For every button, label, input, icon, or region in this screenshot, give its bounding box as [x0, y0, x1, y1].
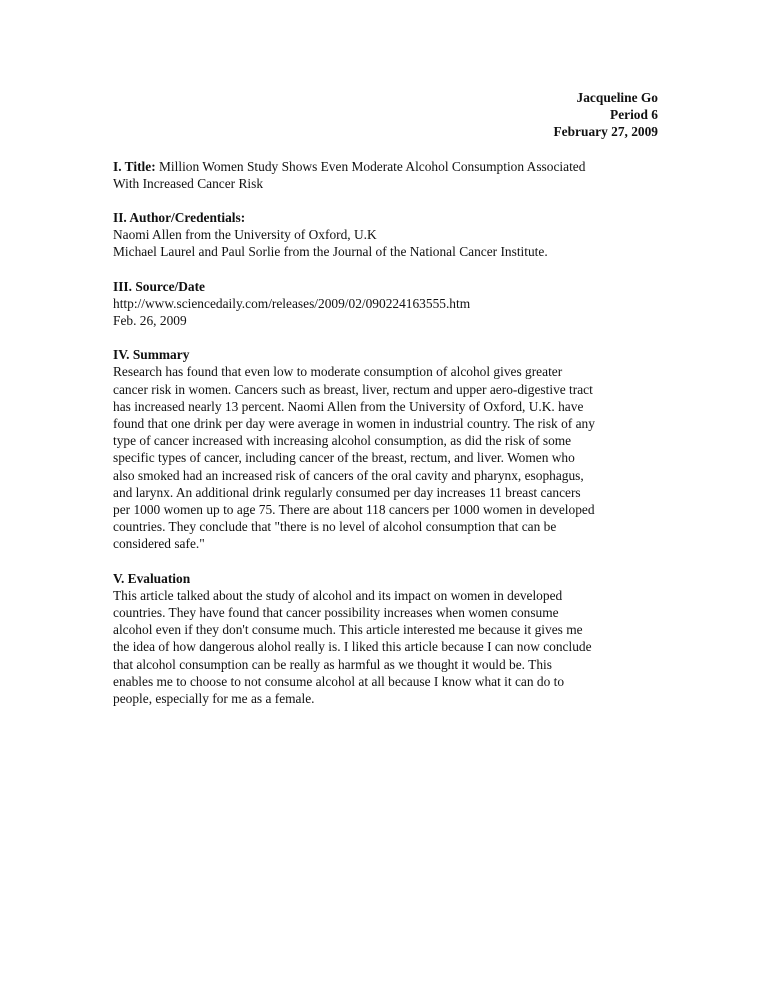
evaluation-section: [113, 570, 658, 708]
title-text-line: With Increased Cancer Risk: [113, 175, 264, 191]
source-url: http://www.sciencedaily.com/releases/2009/02/090224163555.htm: [113, 295, 471, 311]
source-heading: III. Source/Date: [113, 278, 205, 294]
summary-line: specific types of cancer, including cancer of the breast, rectum, and liver. Women who: [113, 450, 575, 466]
summary-line: also smoked had an increased risk of cancers of the oral cavity and pharynx, esophagus,: [113, 467, 584, 483]
source-section: [113, 278, 658, 330]
summary-line: Research has found that even low to moderate consumption of alcohol gives greater: [113, 364, 563, 380]
evaluation-line: alcohol even if they don't consume much. This article interested me because it gives me: [113, 622, 583, 638]
source-date: Feb. 26, 2009: [113, 313, 187, 329]
summary-heading: IV. Summary: [113, 347, 190, 363]
summary-line: cancer risk in women. Cancers such as breast, liver, rectum and upper aero-digestive tract: [113, 381, 593, 397]
student-name: Jacqueline Go: [576, 90, 658, 105]
title-text-line: Million Women Study Shows Even Moderate Alcohol Consumption Associated: [159, 158, 586, 174]
summary-line: has increased nearly 13 percent. Naomi Allen from the University of Oxford, U.K. have: [113, 398, 584, 414]
evaluation-line: enables me to choose to not consume alcohol at all because I know what it can do to: [113, 673, 565, 689]
evaluation-line: countries. They have found that cancer possibility increases when women consume: [113, 605, 559, 621]
header-block: [113, 89, 658, 141]
summary-line: type of cancer increased with increasing alcohol consumption, as did the risk of some: [113, 433, 572, 449]
evaluation-line: that alcohol consumption can be really as harmful as we thought it would be. This: [113, 656, 552, 672]
author-line: Naomi Allen from the University of Oxford, U.K: [113, 227, 377, 243]
summary-line: per 1000 women up to age 75. There are about 118 cancers per 1000 women in developed: [113, 502, 595, 518]
summary-line: considered safe.": [113, 536, 205, 552]
evaluation-line: the idea of how dangerous alohol really is. I liked this article because I can now conclude: [113, 639, 592, 655]
summary-line: and larynx. An additional drink regularly consumed per day increases 11 breast cancers: [113, 484, 581, 500]
submission-date: February 27, 2009: [553, 124, 658, 140]
summary-line: found that one drink per day were average in women in industrial country. The risk of any: [113, 416, 595, 432]
document-page: [113, 89, 658, 724]
evaluation-line: This article talked about the study of alcohol and its impact on women in developed: [113, 587, 563, 603]
title-label: I. Title:: [113, 158, 156, 174]
class-period: Period 6: [610, 107, 658, 123]
summary-section: [113, 346, 658, 552]
evaluation-line: people, especially for me as a female.: [113, 691, 315, 707]
author-line: Michael Laurel and Paul Sorlie from the Journal of the National Cancer Institute.: [113, 244, 548, 260]
summary-line: countries. They conclude that "there is no level of alcohol consumption that can be: [113, 519, 557, 535]
evaluation-heading: V. Evaluation: [113, 570, 191, 586]
author-heading: II. Author/Credentials:: [113, 210, 246, 226]
title-line: [113, 158, 658, 175]
author-section: [113, 209, 658, 261]
title-section: [113, 158, 658, 192]
